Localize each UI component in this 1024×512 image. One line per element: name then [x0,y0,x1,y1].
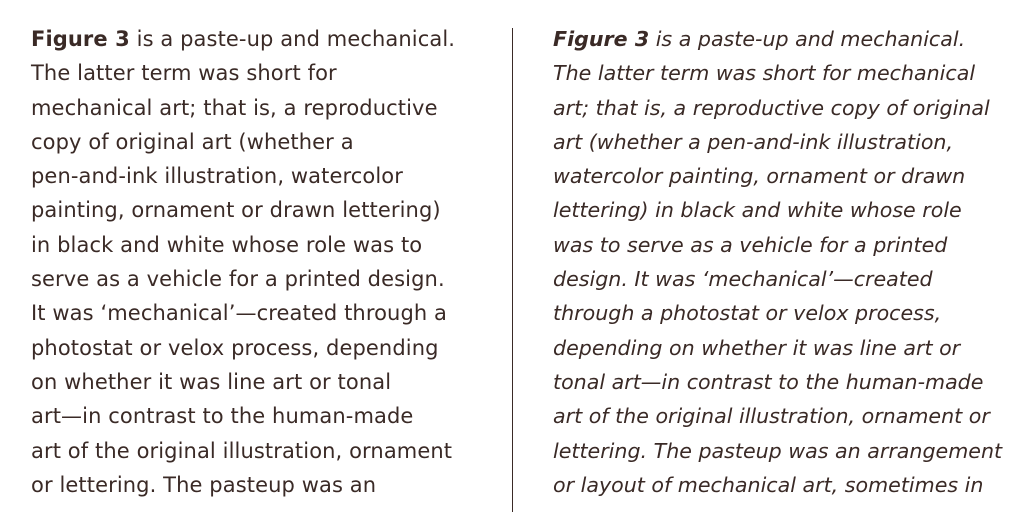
paragraph-line: in black and white whose role was to [31,232,423,257]
paragraph-line: watercolor painting, ornament or drawn [553,164,966,189]
left-text-column [31,22,491,502]
paragraph-line: The latter term was short for [31,61,337,86]
right-text-column [553,22,1013,502]
paragraph-line: art (whether a pen-and-ink illustration, [553,129,954,154]
paragraph-line: or lettering. The pasteup was an [31,472,377,497]
paragraph-line: through a photostat or velox process, [553,301,942,326]
paragraph-line: or layout of mechanical art, sometimes in [553,472,984,497]
paragraph-line: mechanical art; that is, a reproductive [31,95,438,120]
paragraph-line: art of the original illustration, ornament [31,438,453,463]
paragraph-line: lettering. The pasteup was an arrangement [553,438,1003,463]
paragraph-line: art of the original illustration, ornament or [553,404,990,429]
paragraph-line: It was ‘mechanical’—created through a [31,301,448,326]
first-line-text: is a paste-up and mechanical. [129,27,456,51]
paragraph-first-line [31,22,491,56]
paragraph-line: art—in contrast to the human-made [31,404,414,429]
paragraph-line: pen-and-ink illustration, watercolor [31,164,403,189]
paragraph-line: on whether it was line art or tonal [31,369,392,394]
paragraph-line: depending on whether it was line art or [553,335,961,360]
paragraph-line: serve as a vehicle for a printed design. [31,267,445,292]
paragraph-line: tonal art—in contrast to the human-made [553,369,984,394]
paragraph-line: The latter term was short for mechanical [553,61,976,86]
column-divider [512,28,513,512]
paragraph-line: lettering) in black and white whose role [553,198,962,223]
paragraph-first-line [553,22,1013,56]
paragraph-line: design. It was ‘mechanical’—created [553,267,933,292]
paragraph-line: photostat or velox process, depending [31,335,439,360]
paragraph-line: art; that is, a reproductive copy of original [553,95,990,120]
paragraph-line: was to serve as a vehicle for a printed [553,232,948,257]
figure-label: Figure 3 [31,27,130,51]
paragraph-line: copy of original art (whether a [31,129,354,154]
first-line-text: is a paste-up and mechanical. [649,27,966,51]
figure-label: Figure 3 [553,27,650,51]
paragraph-line: painting, ornament or drawn lettering) [31,198,441,223]
